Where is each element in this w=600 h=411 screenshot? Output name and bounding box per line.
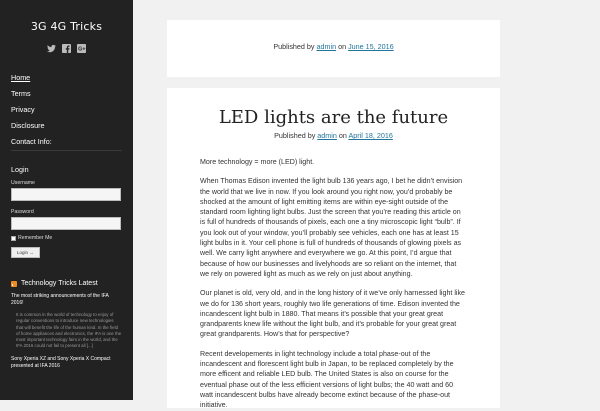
rss-item-excerpt: It is common in the world of technology to enjoy of regular conventions to introduce new technologies that will benefit the life of the human kind. In the field of home appliances and electronics, the IFA is one the most important technology fairs in the world, and the IFA 2016 could not fail to present all [...] bbox=[16, 312, 122, 349]
nav-item-contact[interactable]: Contact Info: bbox=[11, 137, 52, 146]
rss-heading-text[interactable]: Technology Tricks Latest bbox=[21, 280, 98, 287]
login-heading: Login bbox=[11, 165, 29, 174]
post-paragraph: Recent developements in light technology include a total phase-out of the incandescent and florescent light bulb in Japan, to be replaced completely by the more efficent and reliable LED bulb. The United States is also on course for the eventual phase out of the less efficient versions of light bulbs; the 40 watt and 60 watt incandescent bulbs have already become extinct because of the phase-out initiative. bbox=[200, 349, 454, 410]
nav-item-terms[interactable]: Terms bbox=[11, 89, 31, 98]
post-paragraph: When Thomas Edison invented the light bulb 136 years ago, I bet he didn’t envision the world that we live in now. If you look around you right now, you’d probably be shocked at the amount of light emitting items are within eye-sight outside of the standard room lighting light bulbs. Just the screen that you’re reading this article on is full of hundreds of thousands of pixels, each one a tiny microscopic light “bulb”. If you look out of your window, you’ll probably see vehicles, each one has at least 15 light bulbs in it. Your cell phone is full of hundreds of thousands of glowing pixels as well. We carry light anywhere and everywhere we go. At this point, I’d argue that because of how our businesses and livelyhoods are so reliant on the internet, that we rely on powered light as much as we rely on just about anything. bbox=[200, 177, 463, 278]
author-link[interactable]: admin bbox=[317, 131, 337, 140]
remember-checkbox[interactable] bbox=[11, 236, 16, 241]
nav-item-disclosure[interactable]: Disclosure bbox=[11, 121, 45, 130]
post-card bbox=[167, 20, 500, 77]
remember-me[interactable] bbox=[11, 235, 122, 241]
main-nav bbox=[0, 70, 133, 150]
remember-label: Remember Me bbox=[18, 235, 53, 241]
date-link[interactable]: June 15, 2016 bbox=[348, 42, 394, 51]
username-input[interactable] bbox=[11, 188, 121, 201]
site-title[interactable]: 3G 4G Tricks bbox=[30, 20, 103, 33]
google-plus-icon[interactable] bbox=[77, 44, 86, 53]
nav-item-home[interactable]: Home bbox=[11, 73, 31, 82]
login-widget bbox=[0, 165, 133, 259]
social-links bbox=[0, 44, 133, 53]
post-title[interactable]: LED lights are the future bbox=[218, 107, 449, 128]
username-label: Username bbox=[11, 180, 35, 186]
author-link[interactable]: admin bbox=[316, 42, 337, 51]
rss-widget bbox=[0, 280, 133, 370]
rss-item-title[interactable]: Sony Xperia XZ and Sony Xperia X Compact presented at IFA 2016 bbox=[11, 355, 111, 369]
post-meta: Published by admin on April 18, 2016 bbox=[274, 131, 393, 140]
post-card bbox=[167, 88, 500, 408]
sidebar bbox=[0, 0, 133, 400]
post-paragraph: More technology = more (LED) light. bbox=[200, 158, 315, 166]
password-input[interactable] bbox=[11, 217, 121, 230]
post-body bbox=[167, 157, 500, 411]
post-meta: Published by admin on June 15, 2016 bbox=[273, 42, 394, 51]
login-button[interactable]: Login → bbox=[11, 247, 40, 258]
rss-item-title[interactable]: The most striking announcements of the IFA 2016! bbox=[11, 293, 109, 306]
nav-item-privacy[interactable]: Privacy bbox=[11, 105, 35, 114]
rss-heading bbox=[11, 280, 122, 287]
svg-text:G+: G+ bbox=[78, 46, 86, 53]
facebook-icon[interactable] bbox=[62, 44, 71, 53]
sidebar-divider bbox=[11, 150, 122, 151]
post-paragraph: Our planet is old, very old, and in the long history of it we’ve only harnessed light like we do for 136 short years, roughly two life generations of time. Edison invented the incandescent light bulb in 1880. That means it’s possible that your great great grandparents knew life without the light bulb, and it’s probable for your great great great grandparents. How’s that for perspective? bbox=[200, 289, 465, 339]
rss-icon[interactable] bbox=[11, 281, 17, 287]
twitter-icon[interactable] bbox=[47, 44, 56, 53]
password-label: Password bbox=[11, 209, 34, 215]
date-link[interactable]: April 18, 2016 bbox=[348, 131, 393, 140]
